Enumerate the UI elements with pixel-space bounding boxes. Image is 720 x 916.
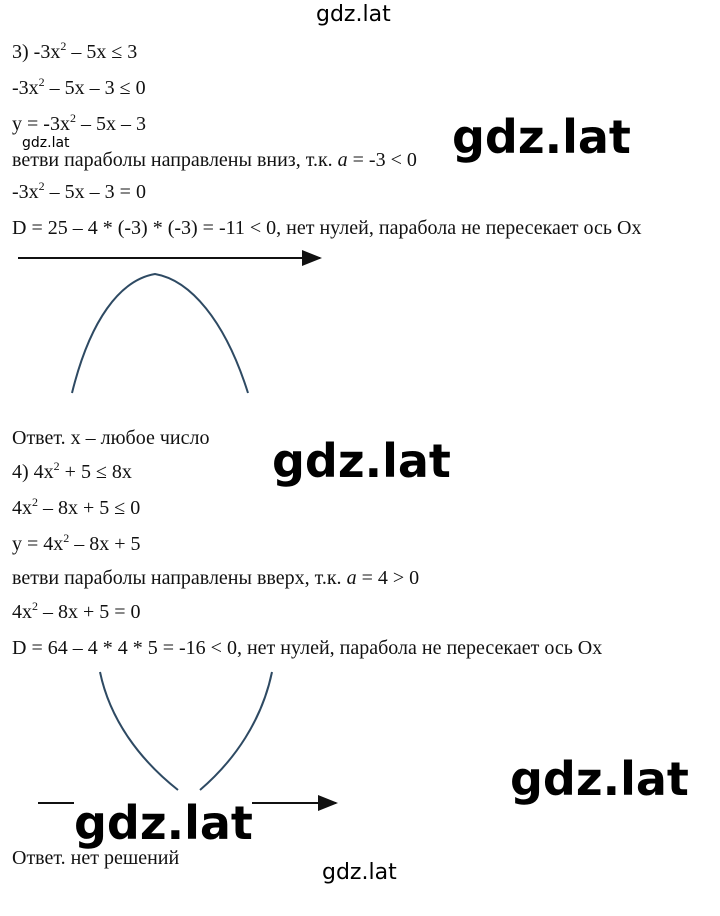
text: ветви параболы направлены вверх, т.к. [12, 567, 347, 589]
text: 3) -3x [12, 41, 61, 63]
text: -3x [12, 181, 39, 203]
problem4-line5 [12, 600, 141, 624]
text: – 5x – 3 ≤ 0 [44, 77, 146, 99]
watermark-top: gdz.lat [316, 2, 391, 27]
watermark-big-2: gdz.lat [272, 434, 451, 488]
text: 4) 4x [12, 461, 54, 483]
text: = 4 > 0 [356, 567, 420, 589]
text: 4x [12, 601, 32, 623]
variable: a [337, 149, 348, 171]
problem3-discriminant: D = 25 – 4 * (-3) * (-3) = -11 < 0, нет нулей, парабола не пересекает ось Ox [12, 217, 642, 239]
watermark-bottom: gdz.lat [322, 860, 397, 885]
text: 4x [12, 497, 32, 519]
exponent: 2 [69, 111, 76, 125]
text: = -3 < 0 [347, 149, 417, 171]
text: – 8x + 5 [69, 533, 141, 555]
parabola-up [100, 672, 178, 790]
variable: a [346, 567, 357, 589]
exponent: 2 [32, 599, 38, 613]
watermark-big-4: gdz.lat [74, 796, 253, 850]
text: ветви параболы направлены вниз, т.к. [12, 149, 338, 171]
exponent: 2 [63, 531, 70, 545]
text: – 5x – 3 = 0 [44, 181, 146, 203]
problem3-answer: Ответ. x – любое число [12, 427, 210, 449]
text: – 8x + 5 ≤ 0 [38, 497, 141, 519]
problem4-line2 [12, 496, 140, 520]
watermark-small: gdz.lat [22, 135, 70, 151]
exponent: 2 [38, 75, 45, 89]
text: y = 4x [12, 533, 64, 555]
text: -3x [12, 77, 39, 99]
text: y = -3x [12, 113, 70, 135]
text: – 5x – 3 [75, 113, 146, 135]
problem4-line4 [12, 566, 419, 590]
problem4-line1 [12, 460, 132, 484]
parabola-up-right [200, 672, 272, 790]
text: + 5 ≤ 8x [59, 461, 132, 483]
problem4-discriminant: D = 64 – 4 * 4 * 5 = -16 < 0, нет нулей, парабола не пересекает ось Ox [12, 637, 603, 659]
exponent: 2 [53, 459, 60, 473]
problem4-line3 [12, 532, 141, 556]
text: – 8x + 5 = 0 [38, 601, 141, 623]
problem4-answer: Ответ. нет решений [12, 847, 180, 869]
watermark-big-1: gdz.lat [452, 110, 631, 164]
exponent: 2 [38, 179, 45, 193]
watermark-big-3: gdz.lat [510, 752, 689, 806]
text: – 5x ≤ 3 [66, 41, 138, 63]
exponent: 2 [32, 495, 38, 509]
exponent: 2 [60, 39, 67, 53]
parabola-down [72, 274, 248, 393]
